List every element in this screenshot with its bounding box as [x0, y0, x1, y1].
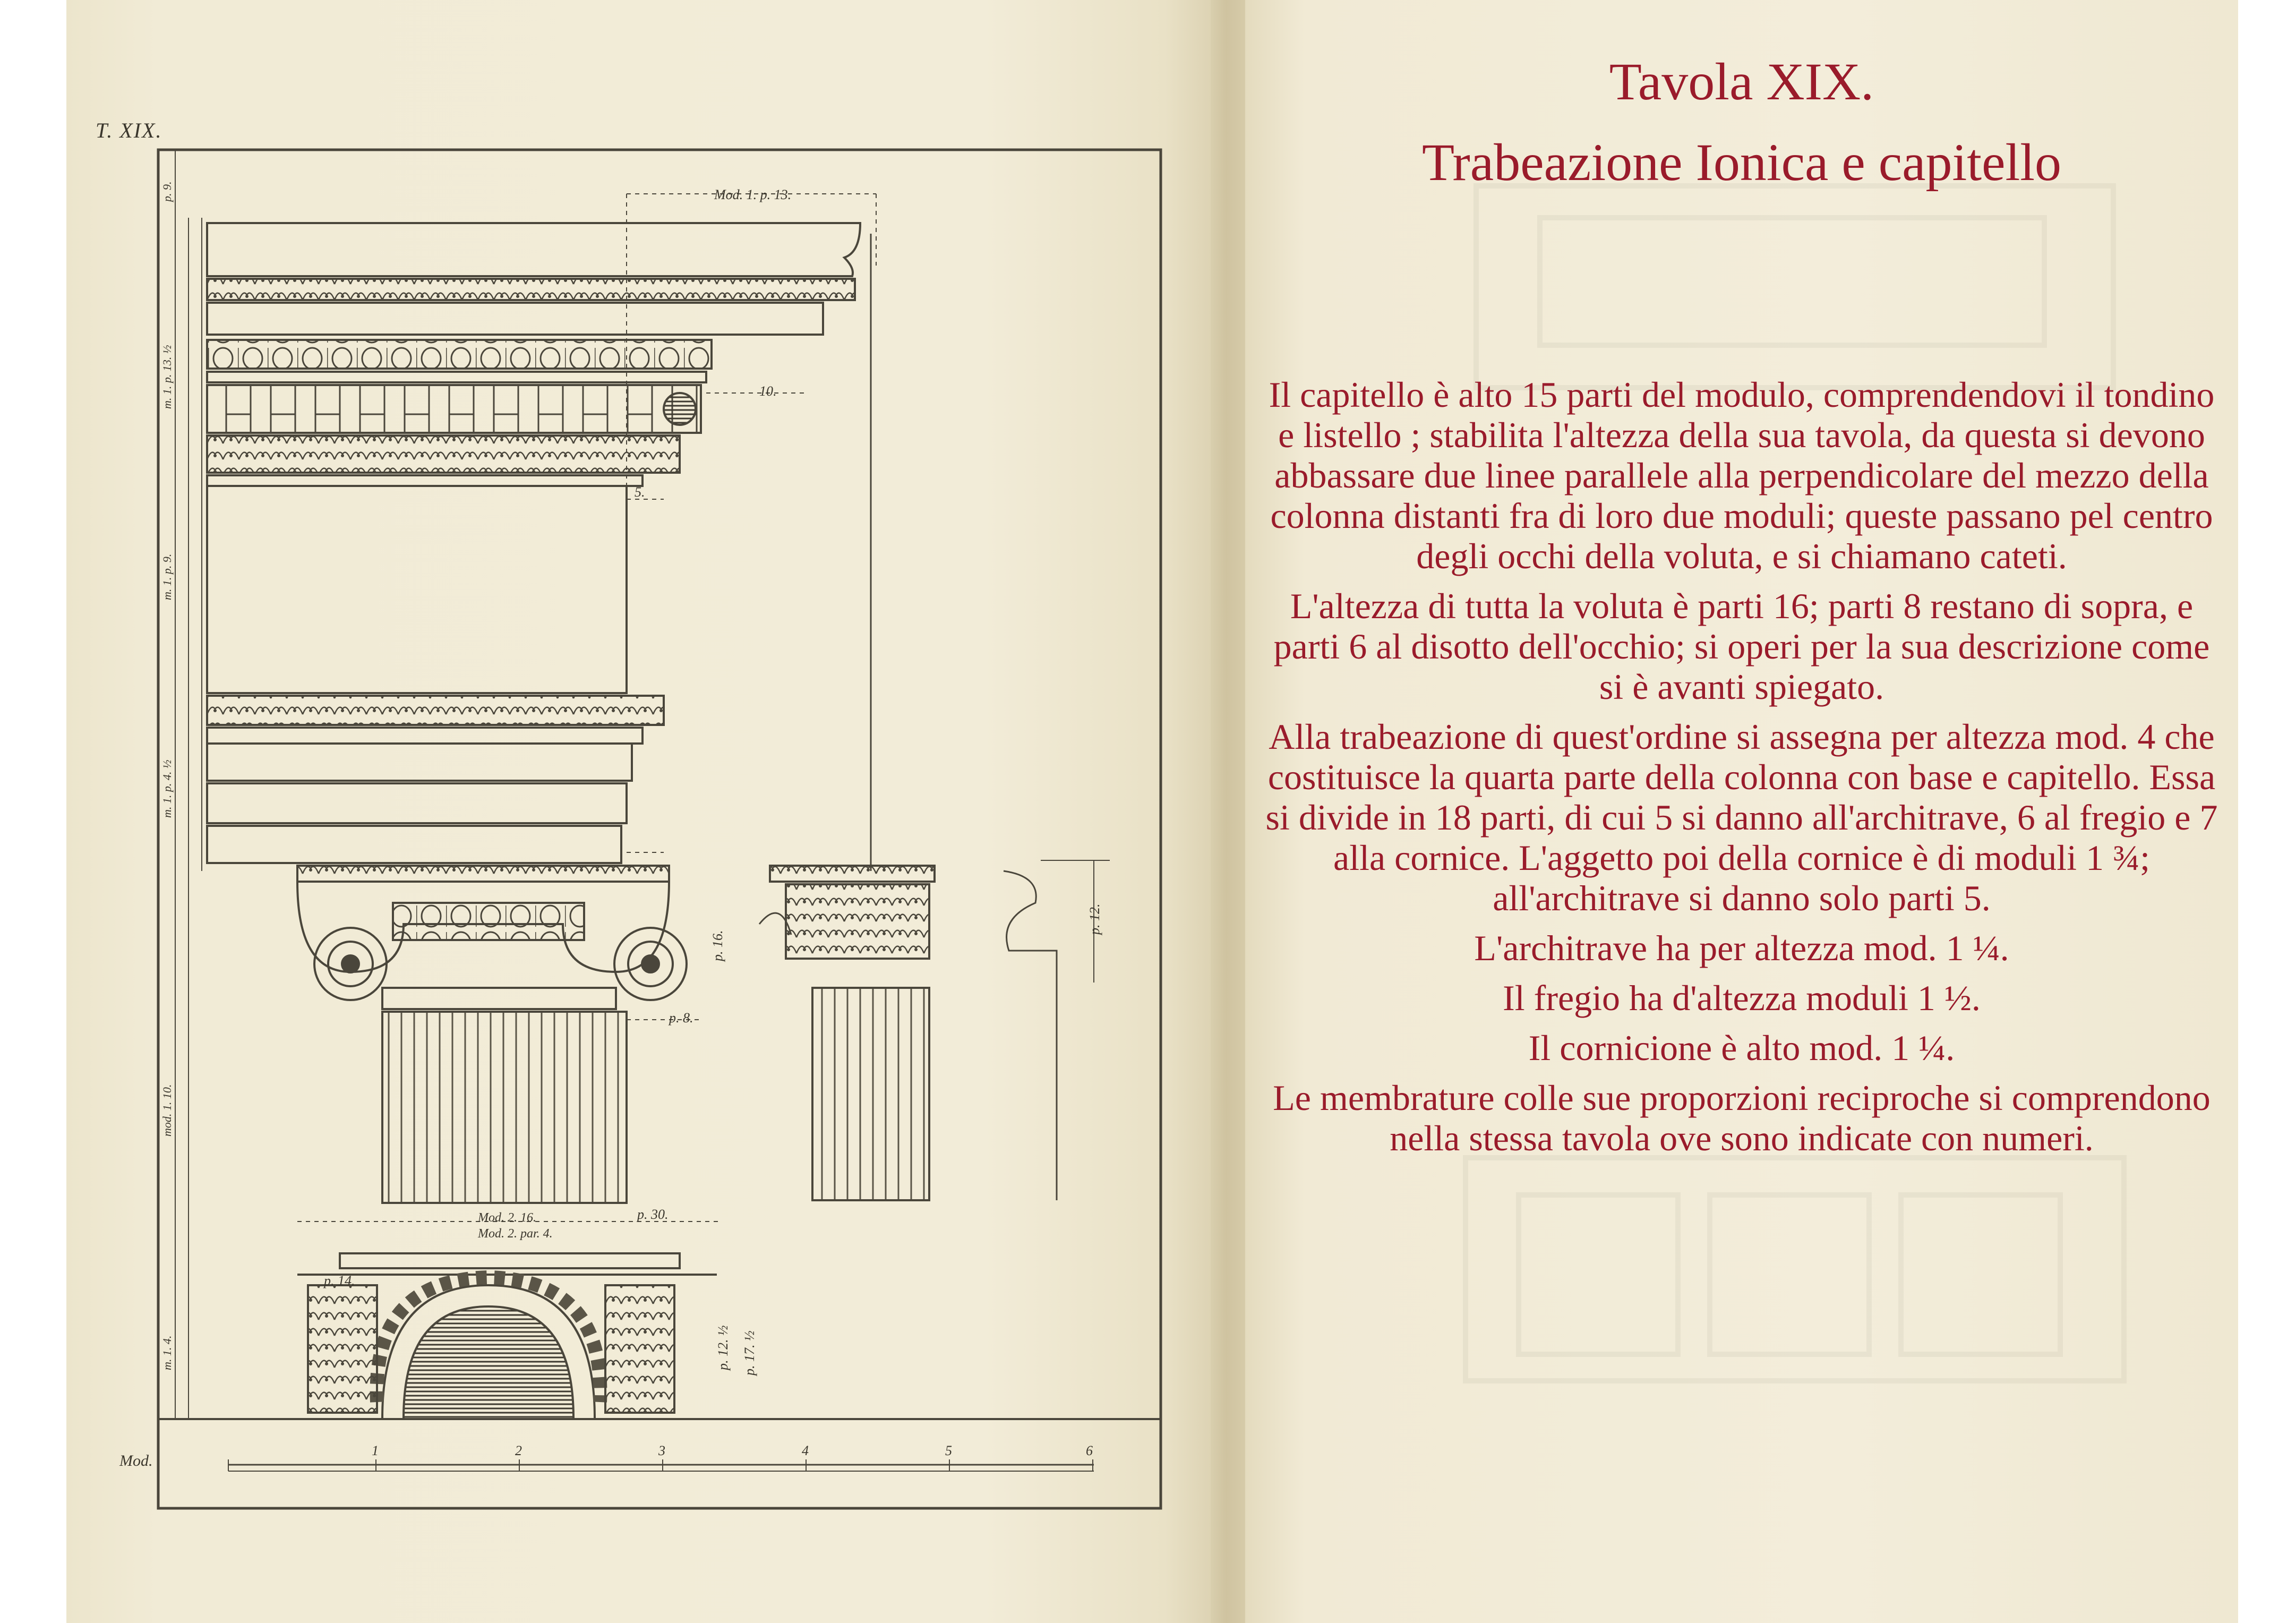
paragraph-capitello: Il capitello è alto 15 parti del modulo, comprendendovi il tondino e listello ; stabilita l'altezza della sua tavola, da questa si devono abbassare due linee parallele alla perpendicolare del mezzo della colonna distanti fra di loro due moduli; queste passano pel centro degli occhi della voluta, e si chiamano cateti. [1269, 374, 2215, 576]
dimension-top-small: p. 9. [160, 181, 174, 202]
dimension-top-projection: Mod. 1. p. 13. [714, 187, 792, 202]
scale-tick-3: 3 [658, 1443, 665, 1458]
page-subtitle: Trabeazione Ionica e capitello [1421, 133, 2062, 192]
dimension-left-architrave: m. 1. p. 4. ½ [160, 759, 174, 818]
paragraph-fregio: Il fregio ha d'altezza moduli 1 ½. [1503, 978, 1981, 1018]
dimension-lower-p12: p. 12. ½ [715, 1325, 731, 1370]
dimension-projection-8: p. 8. [669, 1010, 693, 1026]
scale-label: Mod. [119, 1452, 153, 1470]
paragraph-voluta: L'altezza di tutta la voluta è parti 16; parti 8 restano di sopra, e parti 6 al disotto dell'occhio; si operi per la sua descrizione come si è avanti spiegato. [1273, 586, 2210, 707]
dimension-capital-width: p. 30. [637, 1207, 669, 1222]
dimension-left-base: m. 1. 4. [160, 1335, 174, 1370]
paragraph-membrature: Le membrature colle sue proporzioni reciproche si comprendono nella stessa tavola ove sono indicate con numeri. [1273, 1078, 2211, 1158]
scale-tick-4: 4 [802, 1443, 809, 1458]
page-title-block [1245, 41, 2238, 203]
dimension-lower-p14: p. 14. [324, 1273, 355, 1288]
paragraph-trabeazione: Alla trabeazione di quest'ordine si assegna per altezza mod. 4 che costituisce la quarta parte della colonna con base e capitello. Essa si divide in 18 parti, di cui 5 si danno all'architrave, 6 al fregio e 7 alla cornice. L'aggetto poi della cornice è di moduli 1 ¾; all'architrave si danno solo parti 5. [1265, 716, 2218, 918]
scale-tick-2: 2 [515, 1443, 522, 1458]
dimension-capital-mod: Mod. 2. 16. [478, 1211, 536, 1225]
dimension-left-frieze: m. 1. p. 9. [160, 553, 174, 600]
paragraph-architrave: L'architrave ha per altezza mod. 1 ¼. [1474, 928, 2009, 968]
paragraph-cornicione: Il cornicione è alto mod. 1 ¼. [1528, 1028, 1955, 1068]
dimension-left-total: mod. 1. 10. [160, 1084, 174, 1137]
scale-tick-5: 5 [945, 1443, 952, 1458]
description-text [1264, 374, 2220, 1168]
dimension-capital-par: Mod. 2. par. 4. [478, 1227, 553, 1241]
dimension-projection-5: 5. [635, 484, 645, 500]
dimension-lower-p17: p. 17. ½ [742, 1330, 757, 1376]
dimension-capital-height: p. 16. [710, 930, 725, 961]
page-title: Tavola XIX. [1609, 52, 1874, 111]
dimension-projection-10: 10. [759, 383, 777, 399]
book-gutter [1211, 0, 1245, 1623]
scale-tick-1: 1 [372, 1443, 379, 1458]
dimension-profile-p12: p. 12. [1087, 903, 1102, 935]
scale-tick-6: 6 [1086, 1443, 1093, 1458]
dimension-left-cornice: m. 1. p. 13. ½ [160, 345, 174, 409]
plate-number: T. XIX. [96, 118, 162, 142]
